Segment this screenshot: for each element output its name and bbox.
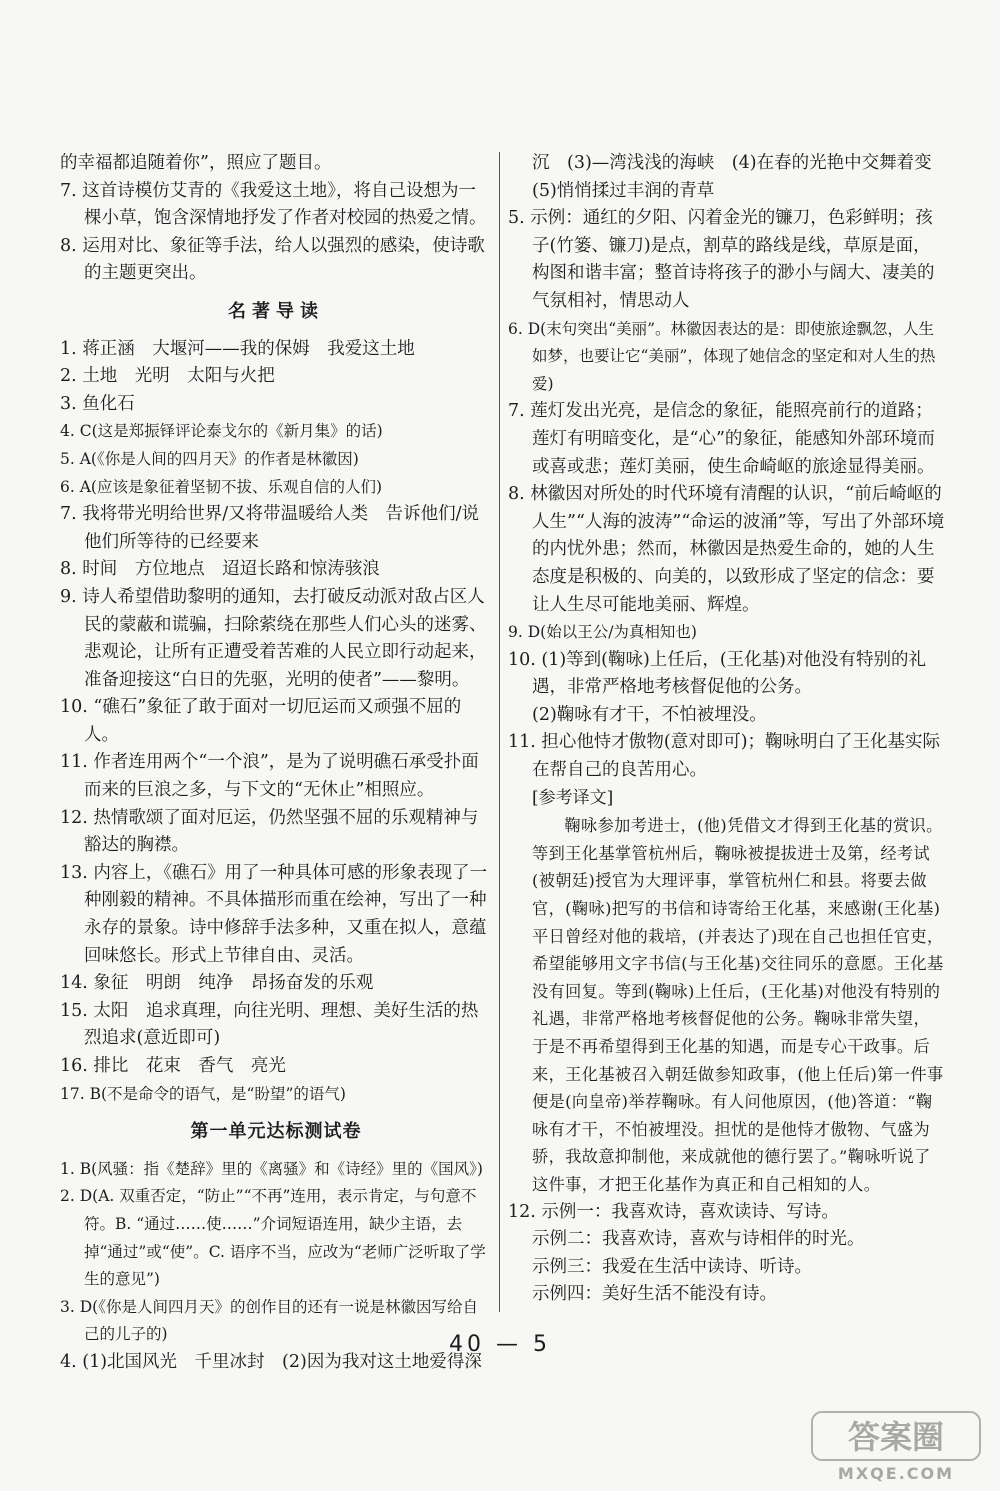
answer-item: 4. C(这是郑振铎评论泰戈尔的《新月集》的话) (60, 422, 383, 441)
answer-item: 9. D(始以王公/为真相知也) (508, 623, 697, 642)
watermark-brand: 答案圈 (847, 1418, 945, 1456)
answer-continuation: 示例四：美好生活不能没有诗。 (532, 1284, 777, 1305)
answer-item: 2. 土地 光明 太阳与火把 (60, 366, 275, 387)
answer-item: 7. 我将带光明给世界/又将带温暖给人类 告诉他们/说他们所等待的已经要来 (60, 504, 480, 552)
left-pre-answers (60, 150, 492, 288)
answer-item: 17. B(不是命令的语气，是“盼望”的语气) (60, 1084, 346, 1103)
answer-item: 13. 内容上，《礁石》用了一种具体可感的形象表现了一种刚毅的精神。不具体描形而重在绘神，写出了一种永存的景象。诗中修辞手法多种，又重在拟人，意蕴回味悠长。形式上节律自由、灵活。 (60, 862, 488, 966)
answer-item: 10. (1)等到(鞠咏)上任后，(王化基)对他没有特别的礼遇，非常严格地考核督促他的公务。 (508, 649, 926, 698)
answer-item: 1. 蒋正涵 大堰河——我的保姆 我爱这土地 (60, 338, 415, 359)
answer-item: 3. 鱼化石 (60, 393, 135, 414)
section-heading-unit-test: 第一单元达标测试卷 (190, 1121, 362, 1143)
answer-item: 5. 示例：通红的夕阳、闪着金光的镰刀，色彩鲜明；孩子(竹篓、镰刀)是点，割草的路线是线，草原是面，构图和谐丰富；整首诗将孩子的渺小与阔大、凄美的气氛相衬，情思动人 (508, 208, 935, 311)
answer-item: 8. 林徽因对所处的时代环境有清醒的认识，“前后崎岖的人生”“人海的波涛”“命运的波涌”等，写出了外部环境的内忧外患；然而，林徽因是热爱生命的，她的人生态度是积极的、向美的，以致形成了坚定的信念：要让人生尽可能地美丽、辉煌。 (508, 484, 945, 615)
answer-continuation: 沉 (3)—湾浅浅的海峡 (4)在春的光艳中交舞着变 (532, 153, 932, 173)
watermark-url: MXQE.COM (837, 1464, 955, 1483)
answer-continuation: (5)悄悄揉过丰润的青草 (532, 180, 715, 201)
answer-continuation: 的幸福都追随着你”，照应了题目。 (60, 153, 332, 173)
answer-item: 15. 太阳 追求真理，向往光明、理想、美好生活的热烈追求(意近即可) (60, 1000, 479, 1049)
answer-continuation: 示例二：我喜欢诗，喜欢与诗相伴的时光。 (532, 1229, 865, 1250)
answer-item: 1. B(风骚：指《楚辞》里的《离骚》和《诗经》里的《国风》) (60, 1159, 483, 1178)
answer-item: 8. 运用对比、象征等手法，给人以强烈的感染，使诗歌的主题更突出。 (60, 235, 485, 284)
answer-item: 12. 示例一：我喜欢诗，喜欢读诗、写诗。 (508, 1201, 839, 1222)
answer-item: 16. 排比 花束 香气 亮光 (60, 1056, 286, 1076)
answer-item: 10. “礁石”象征了敢于面对一切厄运而又顽强不屈的人。 (60, 697, 462, 745)
answer-item: 5. A(《你是人间的四月天》的作者是林徽因) (60, 449, 359, 468)
answer-item: 6. A(应该是象征着坚韧不拔、乐观自信的人们) (60, 477, 383, 496)
section-heading-classics: 名著导读 (228, 300, 324, 322)
left-classics-answers (60, 336, 492, 1109)
answer-item: 11. 担心他恃才傲物(意对即可)；鞠咏明白了王化基实际在帮自己的良苦用心。 (508, 732, 941, 781)
right-column (508, 150, 946, 1309)
answer-continuation: 示例三：我爱在生活中读诗、听诗。 (532, 1256, 812, 1277)
column-divider (499, 152, 500, 1312)
reference-translation-label: [参考译文] (532, 787, 614, 808)
answer-item: 3. D(《你是人间四月天》的创作目的还有一说是林徽因写给自己的儿子的) (60, 1297, 478, 1344)
answer-item: 6. D(末句突出“美丽”。林徽因表达的是：即使旅途飘忽，人生如梦，也要让它“美丽”，体现了她信念的坚定和对人生的热爱) (508, 319, 936, 393)
right-post-answers (508, 1199, 946, 1309)
answer-item: 9. 诗人希望借助黎明的通知，去打破反动派对敌占区人民的蒙蔽和谎骗，扫除萦绕在那些人们心头的迷雾、悲观论，让所有正遭受着苦难的人民立即行动起来，准备迎接这“白日的先驱，光明的使者”——黎明。 (60, 586, 487, 690)
answer-item: 4. (1)北国风光 千里冰封 (2)因为我对这土地爱得深 (60, 1351, 482, 1372)
left-column (60, 150, 492, 1377)
answer-item: 11. 作者连用两个“一个浪”，是为了说明礁石承受扑面而来的巨浪之多，与下文的“无休止”相照应。 (60, 752, 479, 801)
answer-item: 8. 时间 方位地点 迢迢长路和惊涛骇浪 (60, 559, 380, 580)
answer-item: 12. 热情歌颂了面对厄运，仍然坚强不屈的乐观精神与豁达的胸襟。 (60, 807, 479, 856)
answer-item: 2. D(A. 双重否定，“防止”“不再”连用，表示肯定，与句意不符。B. “通过……使……”介词短语连用，缺少主语，去掉“通过”或“使”。C. 语序不当，应改为“老师广泛听取了学生的意见”) (60, 1187, 486, 1289)
watermark-logo (808, 1408, 984, 1484)
answer-item: 7. 这首诗模仿艾青的《我爱这土地》，将自己设想为一棵小草，饱含深情地抒发了作者对校园的热爱之情。 (60, 180, 487, 229)
reference-translation: 鞠咏参加考进士，(他)凭借文才得到王化基的赏识。等到王化基掌管杭州后，鞠咏被提拔进士及第，经考试(被朝廷)授官为大理评事，掌管杭州仁和县。将要去做官，(鞠咏)把写的书信和诗寄给王化基，来感谢(王化基)平日曾经对他的栽培，(并表达了)现在自己也担任官吏，希望能够用文字书信(与王化基)交往同乐的意愿。王化基没有回复。等到(鞠咏)上任后，(王化基)对他没有特别的礼遇，非常严格地考核督促他的公务。鞠咏非常失望，于是不再希望得到王化基的知遇，而是专心干政事。后来，王化基被召入朝廷做参知政事，(他上任后)第一件事便是(向皇帝)举荐鞠咏。有人问他原因，(他)答道：“鞠咏有才干，不怕被埋没。担忧的是他恃才傲物、气盛为骄，我故意抑制他，来成就他的德行罢了。”鞠咏听说了这件事，才把王化基作为真正和自己相知的人。 (532, 816, 944, 1194)
page-number: 40 — 5 (449, 1332, 551, 1357)
right-pre-answers (508, 150, 946, 785)
answer-item: 7. 莲灯发出光亮，是信念的象征，能照亮前行的道路；莲灯有明暗变化，是“心”的象征，能感知外部环境而或喜或悲；莲灯美丽，使生命崎岖的旅途显得美丽。 (508, 401, 935, 477)
answer-item: 14. 象征 明朗 纯净 昂扬奋发的乐观 (60, 973, 374, 994)
answer-continuation: (2)鞠咏有才干，不怕被埋没。 (532, 704, 767, 725)
